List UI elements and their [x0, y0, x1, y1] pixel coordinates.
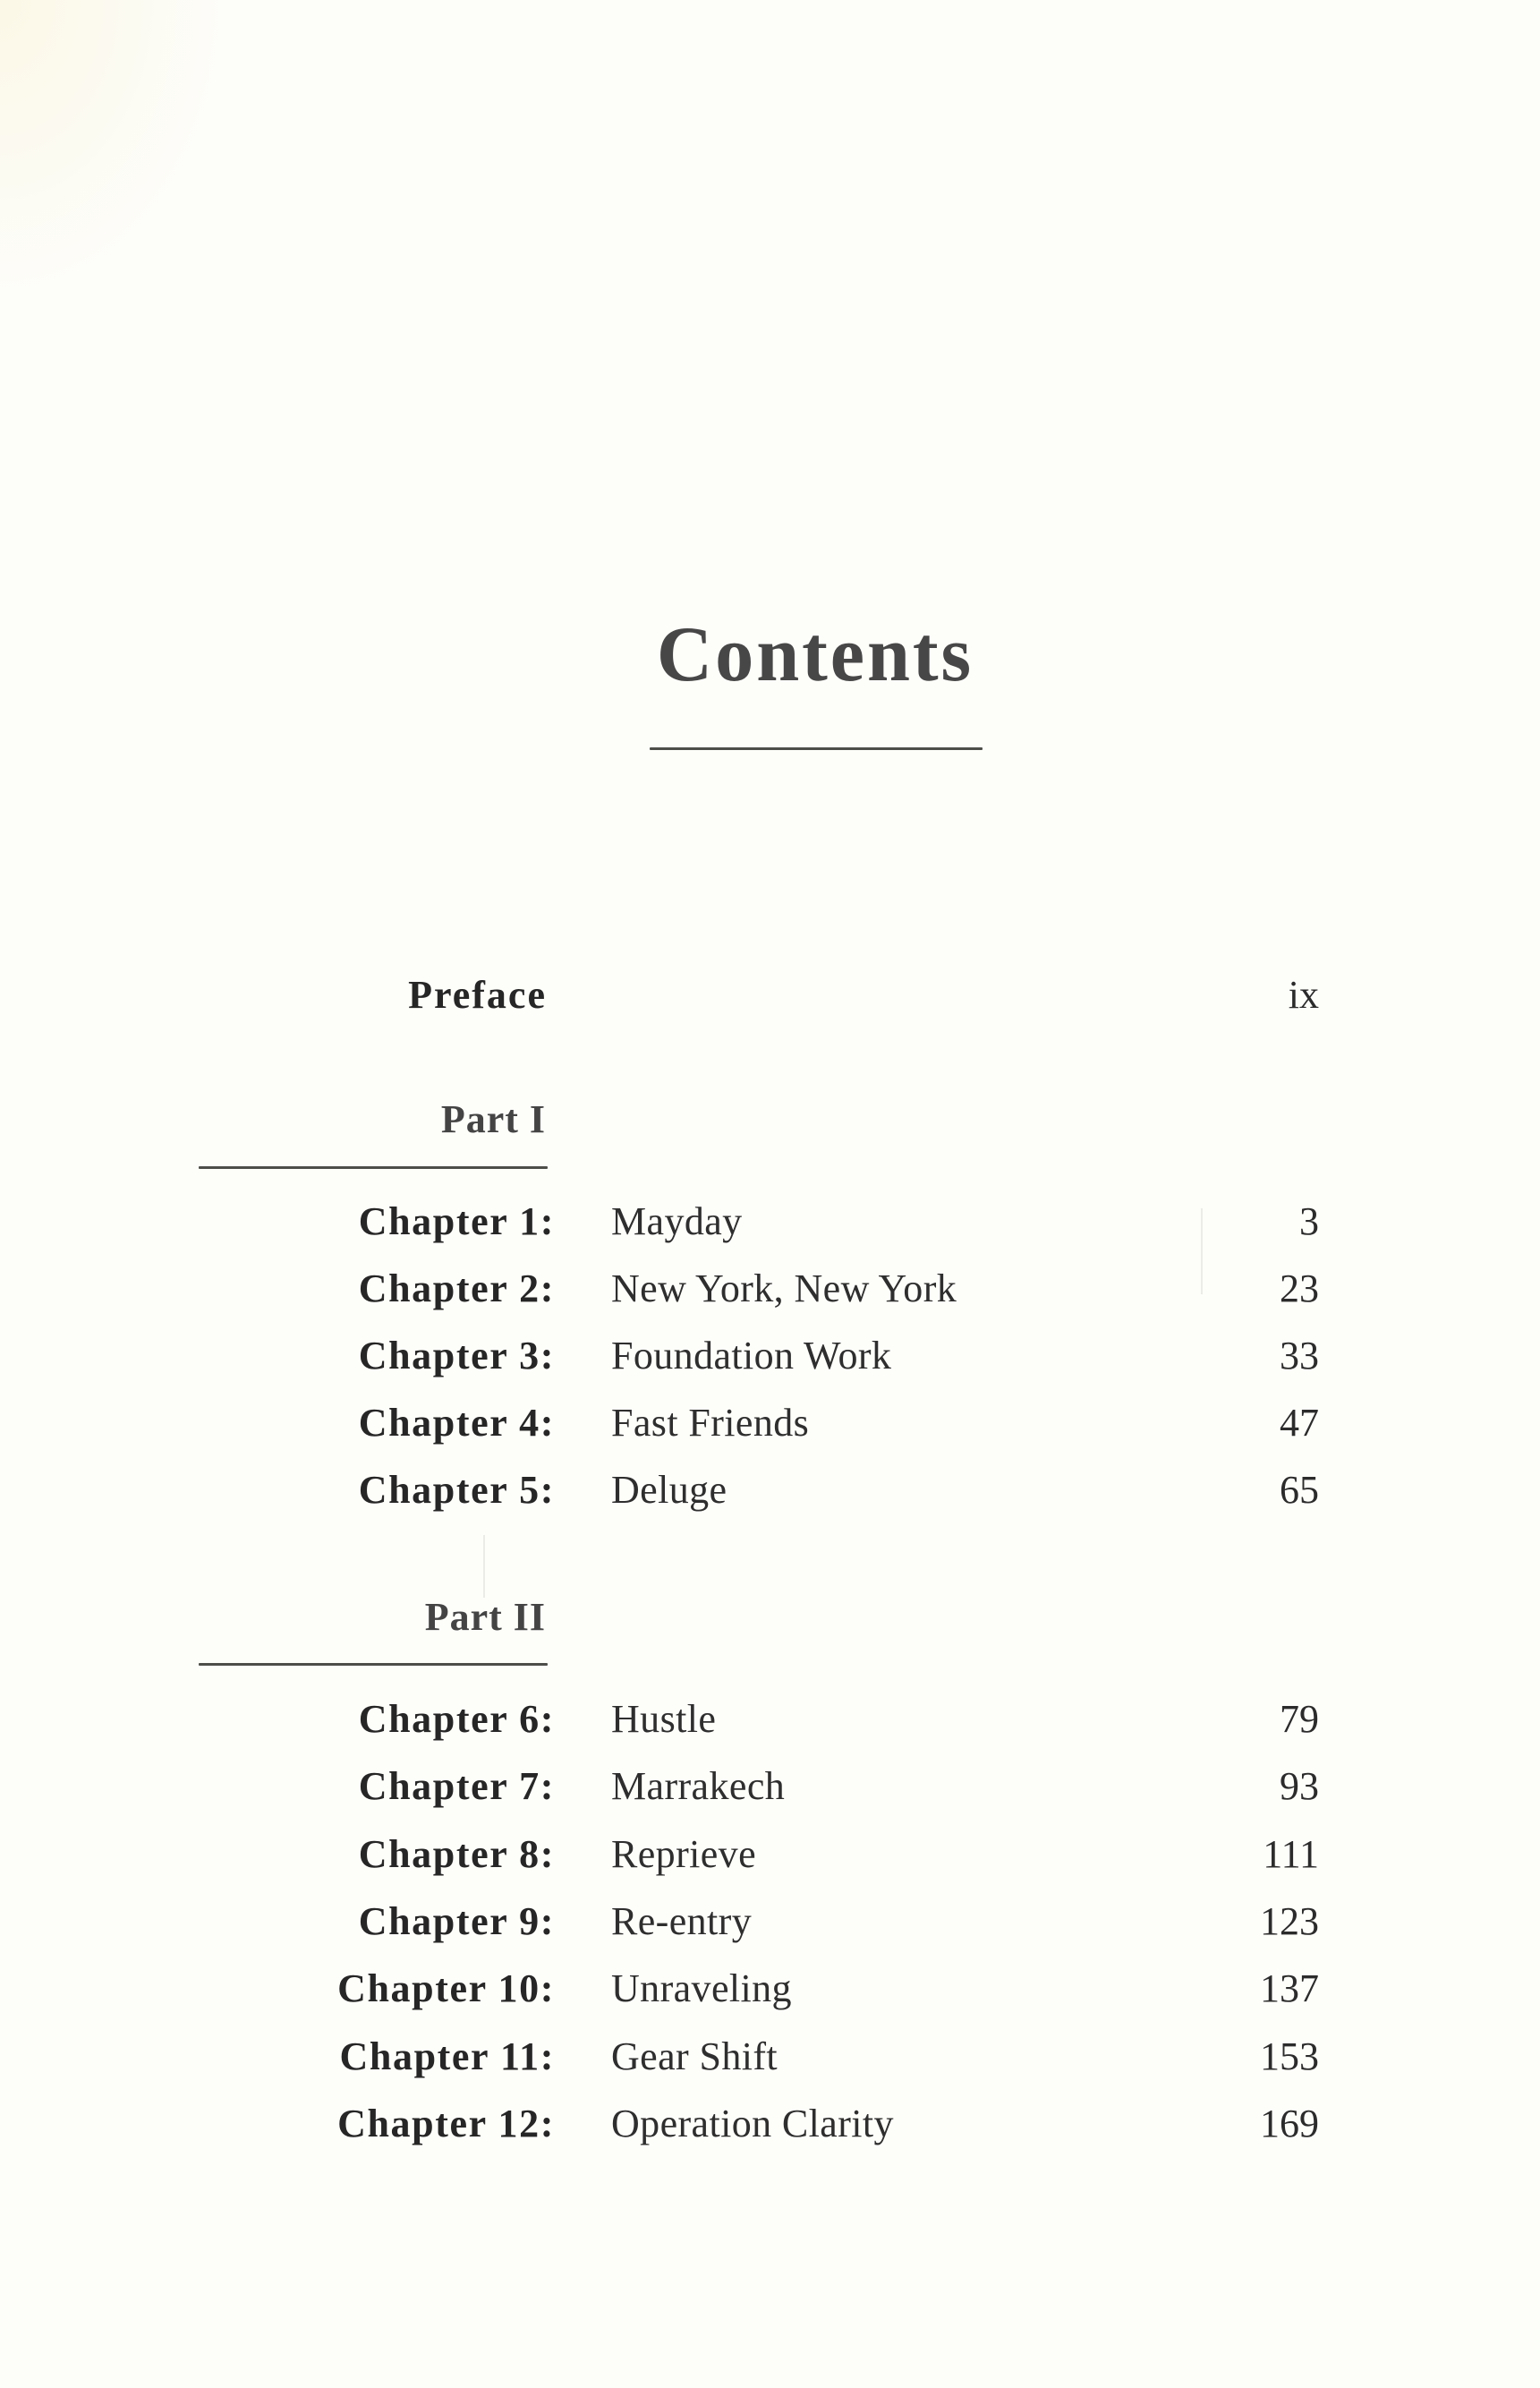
part-heading-2	[0, 1595, 1540, 1639]
chapter-title: Fast Friends	[611, 1401, 810, 1445]
chapter-label: Chapter 4:	[358, 1401, 555, 1445]
toc-entry[interactable]	[0, 2034, 1540, 2078]
page-number: 137	[1260, 1966, 1319, 2010]
toc-entry[interactable]	[0, 1899, 1540, 1943]
chapter-label: Chapter 11:	[339, 2034, 555, 2078]
chapter-label: Chapter 12:	[337, 2102, 555, 2145]
page-number: 33	[1280, 1334, 1319, 1377]
chapter-label: Chapter 2:	[358, 1266, 555, 1310]
page-number: 3	[1299, 1199, 1319, 1243]
toc-entry[interactable]	[0, 1697, 1540, 1741]
toc-entry[interactable]	[0, 2104, 1540, 2144]
toc-entry[interactable]	[0, 1468, 1540, 1512]
chapter-title: New York, New York	[611, 1266, 957, 1310]
chapter-title: Gear Shift	[611, 2034, 779, 2078]
toc-entry[interactable]	[0, 1403, 1540, 1443]
page-number: 79	[1280, 1697, 1319, 1741]
page-title: Contents	[656, 611, 974, 698]
page-number: 153	[1260, 2034, 1319, 2078]
chapter-label: Chapter 10:	[337, 1966, 555, 2010]
chapter-title: Hustle	[611, 1697, 717, 1741]
chapter-title: Operation Clarity	[611, 2102, 894, 2145]
toc-entry[interactable]	[0, 1199, 1540, 1243]
toc-entry[interactable]	[0, 1336, 1540, 1376]
part-label: Part I	[440, 1097, 546, 1141]
page-number: 169	[1260, 2102, 1319, 2145]
toc-entry[interactable]	[0, 1966, 1540, 2010]
part-label: Part II	[424, 1595, 546, 1639]
chapter-label: Chapter 7:	[358, 1764, 555, 1808]
part-1-divider	[199, 1166, 548, 1169]
part-2-divider	[199, 1663, 548, 1666]
chapter-label: Chapter 1:	[358, 1199, 555, 1243]
scan-artifact	[483, 1535, 485, 1598]
entry-label: Preface	[408, 973, 547, 1017]
page-number: 23	[1280, 1266, 1319, 1310]
toc-entry-preface[interactable]	[0, 973, 1540, 1017]
chapter-title: Deluge	[611, 1468, 727, 1512]
page-number: 93	[1280, 1764, 1319, 1808]
scan-artifact	[1201, 1208, 1203, 1294]
title-divider	[650, 747, 983, 750]
page-number: 47	[1280, 1401, 1319, 1445]
part-heading-1	[0, 1097, 1540, 1141]
page-number: 123	[1260, 1899, 1319, 1943]
page-number: 65	[1280, 1468, 1319, 1512]
chapter-title: Foundation Work	[611, 1334, 892, 1377]
chapter-label: Chapter 3:	[358, 1334, 555, 1377]
chapter-title: Reprieve	[611, 1832, 757, 1876]
chapter-label: Chapter 8:	[358, 1832, 555, 1876]
toc-entry[interactable]	[0, 1266, 1540, 1310]
page-number: 111	[1263, 1832, 1319, 1876]
chapter-title: Mayday	[611, 1199, 743, 1243]
chapter-label: Chapter 9:	[358, 1899, 555, 1943]
toc-entry[interactable]	[0, 1832, 1540, 1876]
chapter-title: Unraveling	[611, 1966, 792, 2010]
chapter-label: Chapter 6:	[358, 1697, 555, 1741]
chapter-title: Marrakech	[611, 1764, 786, 1808]
chapter-label: Chapter 5:	[358, 1468, 555, 1512]
page-number: ix	[1288, 973, 1319, 1017]
chapter-title: Re-entry	[611, 1899, 753, 1943]
toc-entry[interactable]	[0, 1764, 1540, 1808]
